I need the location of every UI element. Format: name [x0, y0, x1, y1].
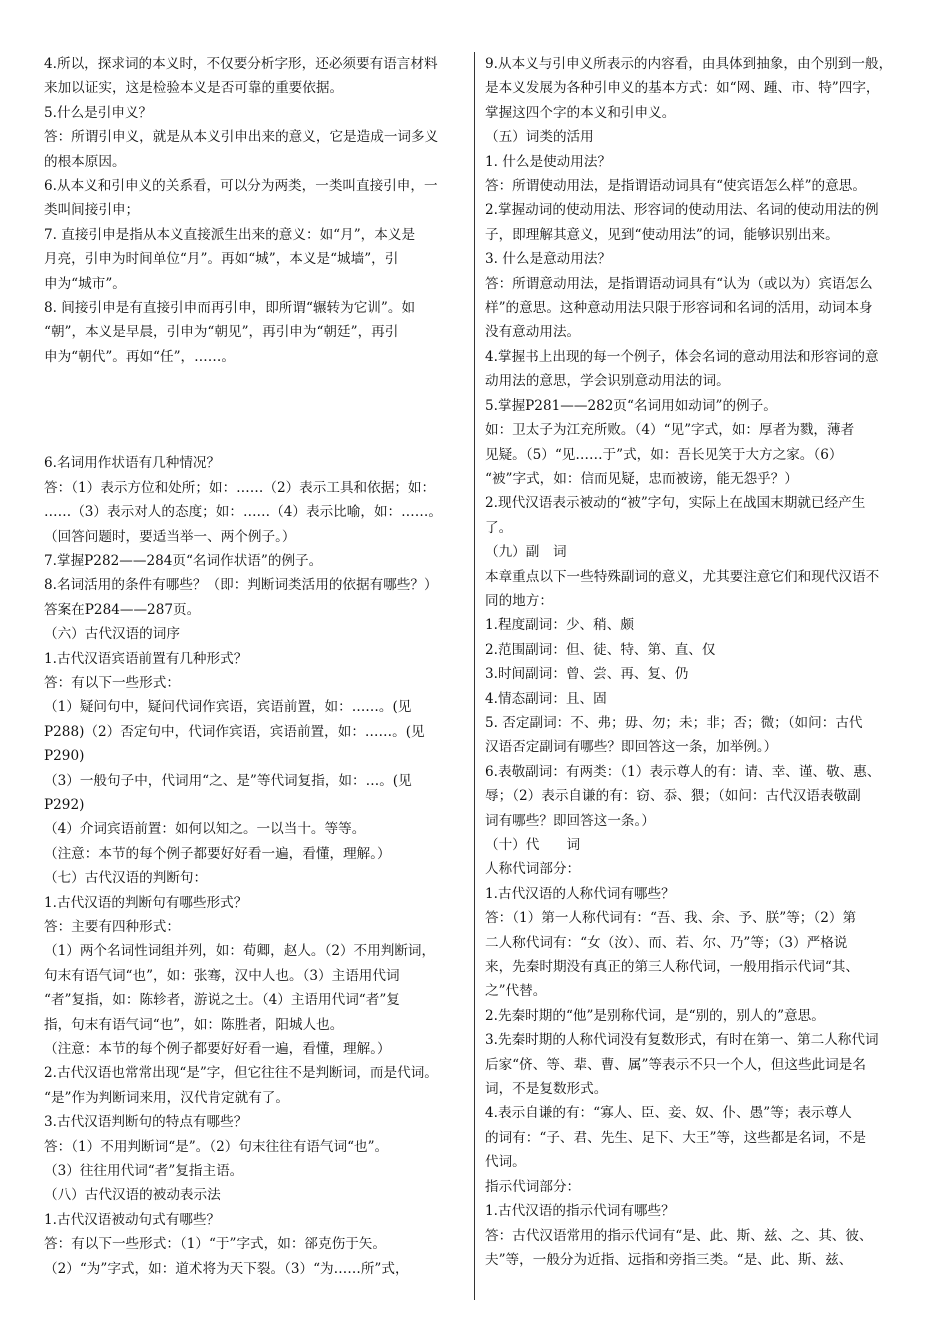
text-line: 答：古代汉语常用的指示代词有“是、此、斯、兹、之、其、彼、	[485, 1227, 873, 1244]
text-line: 见疑。（5）“见……于”式，如：吾长见笑于大方之家。（6）	[485, 446, 843, 463]
text-line: 人称代词部分：	[485, 861, 581, 878]
text-line: 2.范围副词：但、徒、特、第、直、仅	[485, 641, 716, 658]
text-line: 指，句末有语气词“也”，如：陈胜者，阳城人也。	[44, 1016, 344, 1033]
text-line: （1）疑问句中，疑问代词作宾语，宾语前置，如：……。(见	[44, 699, 412, 716]
text-line: 同的地方：	[485, 592, 553, 609]
text-line: 7.掌握P282——284页“名词作状语”的例子。	[44, 552, 323, 569]
text-line: 2.掌握动词的使动用法、形容词的使动用法、名词的使动用法的例	[485, 202, 879, 219]
column-divider	[474, 52, 475, 1300]
text-line: 4.掌握书上出现的每一个例子，体会名词的意动用法和形容词的意	[485, 348, 879, 365]
text-line: 汉语否定副词有哪些？即回答这一条，加举例。）	[485, 739, 778, 756]
text-line: （3）往往用代词“者”复指主语。	[44, 1163, 244, 1180]
text-line: 没有意动用法。	[485, 324, 581, 341]
text-line: 是本义发展为各种引申义的基本方式：如“网、踵、市、特”四字，	[485, 80, 880, 97]
text-line: 夫”等，一般分为近指、远指和旁指三类。“是、此、斯、兹、	[485, 1251, 853, 1268]
text-line: “者”复指，如：陈轸者，游说之士。（4）主语用代词“者”复	[44, 992, 400, 1009]
text-line: 8.名词活用的条件有哪些？（即：判断词类活用的依据有哪些？）	[44, 577, 438, 594]
text-line: 子，即理解其意义，见到“使动用法”的词，能够识别出来。	[485, 226, 839, 243]
blank-gap	[44, 369, 466, 451]
text-line: P288)（2）否定句中，代词作宾语，宾语前置，如：……。(见	[44, 723, 425, 740]
text-line: 样”的意思。这种意动用法只限于形容词和名词的活用，动词本身	[485, 300, 873, 317]
text-line: 5.掌握P281——282页“名词用如动词”的例子。	[485, 397, 777, 414]
text-line: 3. 什么是意动用法？	[485, 251, 612, 268]
text-line: P292)	[44, 796, 85, 813]
text-line: 词，不是复数形式。	[485, 1081, 608, 1098]
text-line: 如：卫太子为江充所败。（4）“见”字式，如：厚者为戮，薄者	[485, 422, 855, 439]
text-line: 2.古代汉语也常常出现“是”字，但它往往不是判断词，而是代词。	[44, 1065, 438, 1082]
text-line: 3.先秦时期的人称代词没有复数形式，有时在第一、第二人称代词	[485, 1032, 879, 1049]
text-line: 2.现代汉语表示被动的“被”字句，实际上在战国末期就已经产生	[485, 495, 866, 512]
text-line: 来，先秦时期没有真正的第三人称代词，一般用指示代词“其、	[485, 959, 859, 976]
text-line: 句末有语气词“也”，如：张骞，汉中人也。（3）主语用代词	[44, 967, 400, 984]
text-line: （六）古代汉语的词序	[44, 626, 180, 643]
text-line: （4）介词宾语前置：如何以知之。一以当十。等等。	[44, 821, 366, 838]
text-line: “被”字式，如：信而见疑，忠而被谤，能无怨乎？）	[485, 470, 798, 487]
text-line: 申为“城市”。	[44, 275, 126, 292]
text-line: （五）词类的活用	[485, 129, 594, 146]
text-line: 3.时间副词：曾、尝、再、复、仍	[485, 666, 689, 683]
text-line: 5.什么是引申义？	[44, 104, 153, 121]
text-line: 二人称代词有：“女（汝）、而、若、尔、乃”等；（3）严格说	[485, 934, 848, 951]
text-line: ……（3）表示对人的态度；如：……（4）表示比喻，如：……。	[44, 504, 442, 521]
text-line: （八）古代汉语的被动表示法	[44, 1187, 221, 1204]
text-line: 1.古代汉语被动句式有哪些？	[44, 1211, 221, 1228]
text-line: 1.古代汉语的人称代词有哪些？	[485, 885, 675, 902]
text-line: 6.从本义和引申义的关系看，可以分为两类，一类叫直接引申，一	[44, 178, 438, 195]
text-line: 1.古代汉语宾语前置有几种形式？	[44, 650, 248, 667]
text-line: 答：有以下一些形式：	[44, 674, 180, 691]
text-line: 1. 什么是使动用法？	[485, 153, 612, 170]
text-line: 答案在P284——287页。	[44, 601, 201, 618]
text-line: 5. 否定副词：不、弗；毋、勿；未；非；否；微；（如问：古代	[485, 714, 863, 731]
text-line: 7. 直接引申是指从本义直接派生出来的意义：如“月”，本义是	[44, 226, 416, 243]
text-line: （注意：本节的每个例子都要好好看一遍，看懂，理解。）	[44, 1041, 391, 1058]
text-line: 答：所谓意动用法，是指谓语动词具有“认为（或以为）宾语怎么	[485, 275, 873, 292]
text-line: 答：（1）第一人称代词有：“吾、我、余、予、朕”等；（2）第	[485, 910, 857, 927]
left-column	[44, 52, 466, 1281]
text-line: 答：主要有四种形式：	[44, 919, 180, 935]
text-line: 4.表示自谦的有：“寡人、臣、妾、奴、仆、愚”等；表示尊人	[485, 1105, 852, 1122]
text-line: 后家“侪、等、辈、曹、属”等表示不只一个人，但这些此词是名	[485, 1056, 866, 1073]
right-column	[485, 52, 905, 1272]
text-line: 指示代词部分：	[485, 1178, 581, 1195]
text-line: 答：所谓引申义，就是从本义引申出来的意义，它是造成一词多义	[44, 129, 439, 146]
text-line: 掌握这四个字的本义和引申义。	[485, 104, 676, 121]
text-line: （1）两个名词性词组并列，如：荀卿，赵人。（2）不用判断词，	[44, 943, 436, 960]
text-line: 了。	[485, 519, 513, 536]
text-line: 6.名词用作状语有几种情况？	[44, 455, 221, 472]
text-line: 答：（1）不用判断词“是”。（2）句末往往有语气词“也”。	[44, 1138, 389, 1155]
text-line: “是”作为判断词来用，汉代肯定就有了。	[44, 1089, 289, 1106]
text-line: 9.从本义与引申义所表示的内容看，由具体到抽象，由个别到一般，	[485, 56, 893, 72]
text-line: 代词。	[485, 1154, 526, 1171]
text-line: 4.情态副词：且、固	[485, 690, 607, 707]
text-line: （十）代 词	[485, 837, 581, 853]
text-line: 月亮，引申为时间单位“月”。再如“城”，本义是“城墙”，引	[44, 251, 399, 268]
text-line: 2.先秦时期的“他”是别称代词，是“别的，别人的”意思。	[485, 1007, 825, 1024]
text-line: 之”代替。	[485, 983, 547, 1000]
text-line: （3）一般句子中，代词用“之、是”等代词复指，如：…。(见	[44, 772, 412, 789]
text-line: 1.程度副词：少、稍、颇	[485, 617, 634, 634]
text-line: 1.古代汉语的判断句有哪些形式？	[44, 894, 248, 911]
text-line: “朝”，本义是早晨，引申为“朝见”，再引申为“朝廷”，再引	[44, 324, 399, 341]
text-line: 1.古代汉语的指示代词有哪些？	[485, 1203, 675, 1220]
text-line: （七）古代汉语的判断句：	[44, 870, 208, 887]
text-line: 辱；（2）表示自谦的有：窃、忝、猥；（如问：古代汉语表敬副	[485, 788, 861, 805]
text-line: 答：所谓使动用法，是指谓语动词具有“使宾语怎么样”的意思。	[485, 178, 866, 195]
text-line: 答：有以下一些形式：（1）“于”字式，如：郤克伤于矢。	[44, 1236, 386, 1253]
text-line: 的词有：“子、君、先生、足下、大王”等，这些都是名词，不是	[485, 1129, 866, 1146]
text-line: 申为“朝代”。再如“任”，……。	[44, 348, 235, 365]
text-line: 3.古代汉语判断句的特点有哪些？	[44, 1114, 248, 1131]
text-line: 类叫间接引申；	[44, 202, 140, 219]
text-line: 答：（1）表示方位和处所；如：……（2）表示工具和依据；如：	[44, 479, 436, 496]
text-line: 4.所以，探求词的本义时，不仅要分析字形，还必须要有语言材料	[44, 56, 438, 72]
text-line: （注意：本节的每个例子都要好好看一遍，看懂，理解。）	[44, 845, 391, 862]
text-line: （回答问题时，要适当举一、两个例子。）	[44, 528, 296, 545]
text-line: 来加以证实，这是检验本义是否可靠的重要依据。	[44, 80, 344, 97]
text-line: （九）副 词	[485, 544, 567, 561]
text-line: （2）“为”字式，如：道术将为天下裂。（3）“为……所”式，	[44, 1260, 409, 1277]
text-line: 6.表敬副词：有两类：（1）表示尊人的有：请、幸、谨、敬、惠、	[485, 763, 881, 780]
text-line: P290)	[44, 748, 85, 765]
text-line: 动用法的意思，学会识别意动用法的词。	[485, 373, 730, 390]
text-line: 本章重点以下一些特殊副词的意义，尤其要注意它们和现代汉语不	[485, 568, 880, 585]
text-line: 8. 间接引申是有直接引申而再引申，即所谓“辗转为它训”。如	[44, 300, 416, 317]
text-line: 词有哪些？即回答这一条。）	[485, 812, 655, 829]
text-line: 的根本原因。	[44, 153, 126, 170]
